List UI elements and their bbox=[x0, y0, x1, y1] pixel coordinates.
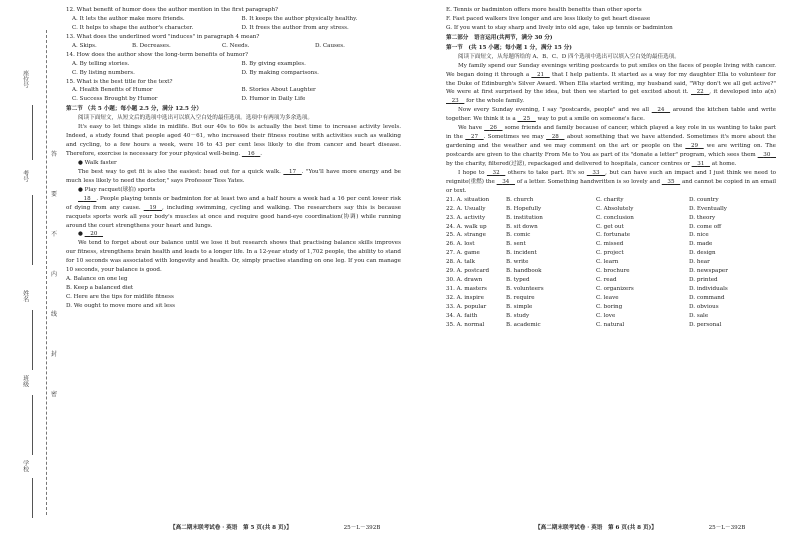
cloze-option-row bbox=[446, 258, 776, 267]
blank-19: __19__ bbox=[143, 204, 163, 211]
cloze-option-row bbox=[446, 196, 776, 205]
option: D. It frees the author from any stress. bbox=[241, 24, 349, 31]
cloze-option: C. conclusion bbox=[596, 214, 634, 221]
cloze-option-row bbox=[446, 214, 776, 223]
cloze-option: B. simple bbox=[506, 303, 533, 310]
name-line bbox=[32, 310, 33, 370]
cloze-option: 31. A. masters bbox=[446, 286, 487, 293]
option: F. Fast paced walkers live longer and are less likely to get heart disease bbox=[446, 15, 651, 22]
cloze-option: B. Hopefully bbox=[506, 205, 542, 212]
section-2-instructions: 阅读下面短文，从短文后的选项中选出可以填入空白处的最佳选项。选项中有两项为多余选项。 bbox=[78, 115, 313, 122]
class-label: 班级 bbox=[21, 375, 29, 387]
cloze-option: B. handbook bbox=[506, 268, 542, 275]
cloze-option: C. brochure bbox=[596, 268, 630, 275]
page-5 bbox=[66, 6, 401, 311]
cloze-option-row bbox=[446, 294, 776, 303]
option: A. Balance on one leg bbox=[66, 276, 128, 283]
cloze-option-row bbox=[446, 240, 776, 249]
cloze-option: D. sale bbox=[689, 312, 709, 319]
footer-left bbox=[170, 524, 380, 533]
cloze-option: C. learn bbox=[596, 259, 619, 266]
passage-paragraph: I hope to __32__ others to take part. It's so __33__, but can have such an impact and I just think we need to reignite(重燃) the __34__ of a letter. Something handwritten is so lovely and __35__ and cannot be copied in an email or text. bbox=[446, 169, 777, 194]
cloze-option: C. Absolutely bbox=[596, 205, 634, 212]
option: E. Tennis or badminton offers more health benefits than other sports bbox=[446, 7, 642, 13]
passage-paragraph: We have __26__ some friends and family because of cancer, which played a key role in us wanting to take part in the __27__. Sometimes we may __28__ about something that we have attended. Sometimes it's more about the gardening and the weather and we may comment on the art or people on the __29__ we are writing on. The postcards are given to the charity From Me to You as part of its "donate a letter" program, which sees them __30__ by the charity, filtered(过滤), repackaged and delivered to hospitals, cancer centres or __31__ at home. bbox=[446, 125, 776, 167]
cloze-option: B. church bbox=[506, 196, 534, 203]
cloze-option: C. missed bbox=[596, 241, 624, 248]
question-stem: 13. What does the underlined word "induces" in paragraph 4 mean? bbox=[66, 33, 260, 40]
cloze-option: 34. A. faith bbox=[446, 312, 478, 319]
option: C. Here are the tips for midlife fitness bbox=[66, 294, 174, 300]
exam-number-line bbox=[32, 195, 33, 265]
cloze-option: B. institution bbox=[506, 214, 543, 221]
cloze-option-row bbox=[446, 231, 776, 240]
footer-right bbox=[535, 524, 745, 533]
seal-char: 不 bbox=[50, 231, 57, 238]
passage-heading: ● Walk faster bbox=[78, 159, 117, 166]
cloze-option: D. printed bbox=[689, 277, 718, 284]
cloze-option-row bbox=[446, 321, 776, 330]
cloze-option: D. personal bbox=[689, 321, 722, 328]
footer-title: 【高二期末联考试卷 · 英语 第 5 页(共 8 页)】 bbox=[170, 525, 292, 531]
question-12 bbox=[66, 6, 401, 33]
cloze-option: C. get out bbox=[596, 223, 624, 230]
cloze-option: C. organizers bbox=[596, 286, 634, 293]
option: B. It keeps the author physically healthy. bbox=[241, 15, 358, 22]
cloze-option: C. love bbox=[596, 312, 616, 319]
cloze-option: 22. A. Usually bbox=[446, 205, 486, 212]
seal-dashed-line bbox=[46, 30, 47, 515]
question-13 bbox=[66, 33, 401, 51]
cloze-option: 32. A. inspire bbox=[446, 295, 484, 301]
cloze-option: 21. A. situation bbox=[446, 196, 490, 203]
school-label: 学校 bbox=[21, 460, 29, 472]
cloze-option: D. country bbox=[689, 196, 719, 203]
cloze-option: B. sent bbox=[506, 241, 526, 248]
passage-paragraph: We tend to forget about our balance until we lose it but research shows that practising balance skills improves our fitness, strengthens brain health and leads to a longer life. In a 12-year study of 1,702 people, the ability to stand for 10 seconds was associated with longevity and health. Or, simply practise standing on one leg. If you can manage 10 seconds, your balance is good. bbox=[66, 240, 401, 274]
cloze-option-row bbox=[446, 312, 776, 321]
question-stem: 14. How does the author show the long-term benefits of humor? bbox=[66, 51, 249, 58]
blank-20: __20__ bbox=[84, 231, 103, 238]
blank-17: __17__ bbox=[283, 168, 302, 175]
page-6 bbox=[446, 6, 776, 330]
seal-char: 密 bbox=[50, 391, 57, 398]
cloze-option: C. leave bbox=[596, 295, 619, 301]
cloze-option: 28. A. talk bbox=[446, 259, 476, 266]
cloze-option: 26. A. lost bbox=[446, 241, 475, 248]
cloze-option: D. obvious bbox=[689, 303, 719, 310]
footer-title: 【高二期末联考试卷 · 英语 第 6 页(共 8 页)】 bbox=[535, 525, 657, 531]
exam-number-label: 考号 bbox=[21, 170, 29, 182]
seat-number-label: 座位号 bbox=[21, 70, 29, 88]
cloze-option: C. charity bbox=[596, 196, 624, 203]
name-label: 姓名 bbox=[21, 290, 29, 302]
seal-char: 封 bbox=[50, 351, 57, 358]
cloze-option-row bbox=[446, 223, 776, 232]
blank-18: __18__ bbox=[78, 195, 97, 202]
cloze-option-row bbox=[446, 285, 776, 294]
cloze-option: 33. A. popular bbox=[446, 303, 487, 310]
cloze-option-row bbox=[446, 276, 776, 285]
cloze-option: B. write bbox=[506, 259, 529, 266]
cloze-option: D. newspaper bbox=[689, 268, 728, 275]
cloze-option: D. individuals bbox=[689, 286, 728, 293]
seal-char: 要 bbox=[50, 191, 57, 198]
option: A. By telling stories. bbox=[72, 60, 130, 67]
seal-char: 内 bbox=[50, 271, 57, 278]
cloze-option: B. require bbox=[506, 295, 535, 301]
cloze-option: 35. A. normal bbox=[446, 321, 485, 328]
cloze-option: B. academic bbox=[506, 321, 541, 328]
question-14 bbox=[66, 51, 401, 78]
option: D. Causes. bbox=[315, 42, 345, 49]
cloze-option: 30. A. drawn bbox=[446, 277, 483, 284]
cloze-option: 25. A. strange bbox=[446, 232, 486, 239]
cloze-option: C. fortunate bbox=[596, 232, 631, 239]
cloze-option: D. hear bbox=[689, 259, 710, 266]
cloze-option: B. sit down bbox=[506, 223, 538, 230]
passage-paragraph: The best way to get fit is also the easiest: head out for a quick walk. __17__. "You'll have more energy and be much less likely to need the doctor," says Professor Tess Yates. bbox=[66, 168, 401, 184]
cloze-option: D. come off bbox=[689, 223, 722, 230]
question-stem: 15. What is the best title for the text? bbox=[66, 78, 173, 85]
option: C. Success Brought by Humor bbox=[72, 96, 158, 103]
passage-paragraph: Now every Sunday evening, I say "postcards, people" and we all __24__ around the kitchen table and write together. We think it is a __25__ way to put a smile on someone's face. bbox=[446, 107, 776, 123]
cloze-options bbox=[446, 196, 776, 330]
cloze-option: 29. A. postcard bbox=[446, 268, 490, 275]
section-1-title: 第一节 (共 15 小题；每小题 1 分，满分 15 分) bbox=[446, 44, 572, 51]
cloze-option-row bbox=[446, 303, 776, 312]
cloze-option: 24. A. walk up bbox=[446, 223, 487, 230]
cloze-option: C. boring bbox=[596, 303, 623, 310]
cloze-option: D. nice bbox=[689, 232, 709, 239]
option: G. If you want to stay sharp and lively into old age, take up tennis or badminton bbox=[446, 24, 673, 31]
part-2-title: 第二部分 语言运用(共两节，满分 30 分) bbox=[446, 34, 553, 41]
cloze-option: B. incident bbox=[506, 250, 537, 257]
cloze-option: C. natural bbox=[596, 321, 625, 328]
section-2-title: 第二节 （共 5 小题；每小题 2.5 分，满分 12.5 分） bbox=[66, 106, 202, 113]
passage-heading: ● Play racquet(球拍) sports bbox=[78, 186, 156, 193]
cloze-option: D. command bbox=[689, 295, 725, 301]
option: B. Keep a balanced diet bbox=[66, 285, 134, 292]
seal-char: 线 bbox=[50, 311, 57, 318]
cloze-option: C. read bbox=[596, 277, 617, 284]
cloze-option-row bbox=[446, 249, 776, 258]
cloze-option-row bbox=[446, 267, 776, 276]
question-15 bbox=[66, 78, 401, 105]
blank-16: __16__ bbox=[241, 151, 261, 157]
seal-char: 答 bbox=[50, 151, 57, 158]
passage-paragraph: My family spend our Sunday evenings writing postcards to put smiles on the faces of people living with cancer. We began doing it through a __21__ that I help patients. It started as a way for my daughter Ella to volunteer for the Duke of Edinburgh's Silver Award. When Ella started writing, my husband said, "Why don't we all get active?" We were at first surprised by the idea, but then we started to get excited about it. __22__, it developed into a(n) __23__ for the whole family. bbox=[446, 62, 776, 105]
cloze-instructions: 阅读下面短文，从每题所给的 A、B、C、D 四个选项中选出可以填入空白处的最佳选项。 bbox=[458, 53, 680, 60]
option: C. Needs. bbox=[222, 42, 250, 49]
cloze-option: 23. A. activity bbox=[446, 214, 486, 221]
cloze-option: 27. A. game bbox=[446, 250, 480, 257]
cloze-option: D. design bbox=[689, 250, 716, 257]
question-stem: 12. What benefit of humor does the author mention in the first paragraph? bbox=[66, 7, 279, 13]
cloze-option: D. theory bbox=[689, 214, 716, 221]
passage-paragraph: It's easy to let things slide in midlife. But our 40s to 60s is actually the best time to increase activity levels. Indeed, a study found that people aged 40－61, who increased their fitness routine with activities such as walking and cycling, to a few hours a week, were 16 to 43 per cent less likely to die from cancer and heart disease. Therefore, exercise is necessary for your physical well-being. __16__. bbox=[66, 124, 401, 157]
option: B. Decreases. bbox=[132, 42, 171, 49]
option: A. Health Benefits of Humor bbox=[72, 87, 153, 94]
option: D. By making comparisons. bbox=[241, 69, 319, 76]
cloze-option: B. comic bbox=[506, 232, 531, 239]
option: A. Skips. bbox=[72, 42, 97, 49]
cloze-option: C. project bbox=[596, 250, 624, 257]
option: B. Stories About Laughter bbox=[241, 87, 316, 94]
option: D. We ought to move more and sit less bbox=[66, 302, 175, 309]
cloze-option: D. made bbox=[689, 241, 713, 248]
footer-code: 25－L－392B bbox=[343, 525, 381, 531]
option: B. By giving examples. bbox=[241, 60, 306, 67]
cloze-option: D. Eventually bbox=[689, 205, 727, 212]
cloze-option-row bbox=[446, 205, 776, 214]
cloze-option: B. typed bbox=[506, 277, 530, 284]
school-line bbox=[32, 478, 33, 518]
option: A. It lets the author make more friends. bbox=[72, 15, 185, 22]
class-line bbox=[32, 395, 33, 455]
option: C. It helps to shape the author's character. bbox=[72, 24, 194, 31]
passage-heading: ● __20__ bbox=[78, 231, 103, 238]
seat-number-line bbox=[32, 105, 33, 160]
option: D. Humor in Daily Life bbox=[241, 96, 306, 103]
cloze-option: B. study bbox=[506, 312, 530, 319]
option: C. By listing numbers. bbox=[72, 69, 135, 76]
footer-code: 25－L－392B bbox=[708, 525, 746, 531]
cloze-option: B. volunteers bbox=[506, 286, 544, 293]
passage-paragraph: __18__. People playing tennis or badminton for at least two and a half hours a week had a 16 per cent lower risk of dying from any cause. __19__, including swimming, cycling and walking. The researchers say this is because racquets sports work all your body's muscles at once and require good hand-eye coordination(协调) while running around the court strengthens your heart and lungs. bbox=[66, 195, 401, 229]
